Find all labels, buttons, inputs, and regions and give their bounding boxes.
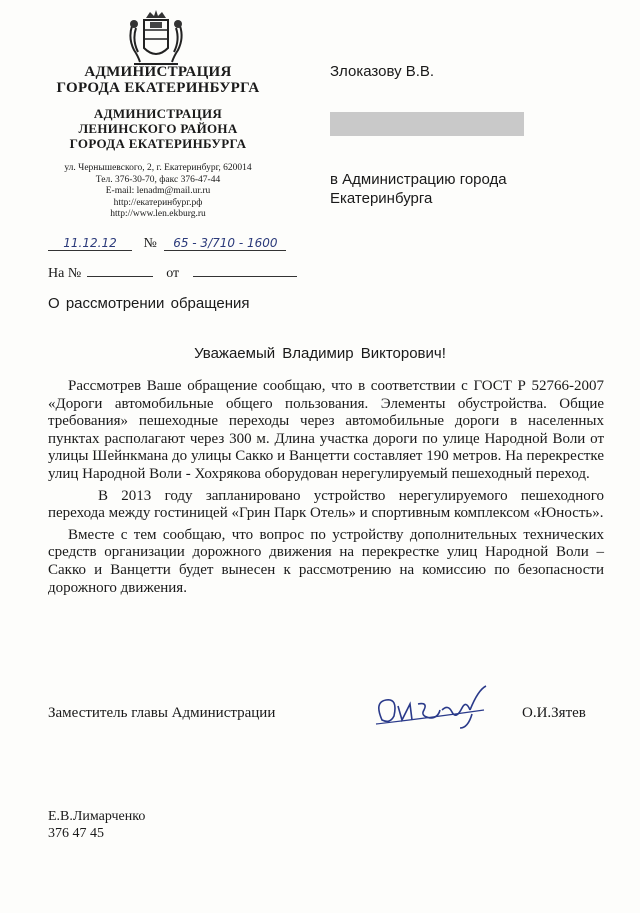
reference-date-blank: [193, 262, 297, 277]
body-paragraph-1: Рассмотрев Ваше обращение сообщаю, что в соответствии с ГОСТ Р 52766-2007 «Дороги автомобильные общего пользования. Элементы обустройства. Общие требования» пешеходные переходы через автомобильные дороги в населенных пунктах располагают через 300 м. Длина участка дороги по улице Народной Воли от улицы Шейнкмана до улицы Сакко и Ванцетти составляет 190 метров. На перекрестке улиц Народной Воли - Хохрякова оборудован нерегулируемый пешеходный переход.: [48, 378, 604, 482]
sender-department: [48, 106, 268, 151]
sender-site-1: http://екатеринбург.рф: [113, 197, 203, 208]
reference-date-label: от: [166, 266, 180, 281]
registration-date: 11.12.12: [48, 236, 132, 251]
sender-address: ул. Чернышевского, 2, г. Екатеринбург, 620014: [64, 163, 252, 173]
sender-org-line2: ГОРОДА ЕКАТЕРИНБУРГА: [56, 80, 260, 96]
registration-line-reference: [48, 262, 297, 282]
sender-phone: Тел. 376-30-70, факс 376-47-44: [95, 174, 221, 185]
letter-salutation: Уважаемый Владимир Викторович!: [194, 345, 446, 362]
sender-site-2: http://www.len.ekburg.ru: [110, 209, 206, 219]
recipient-org-line2: Екатеринбурга: [330, 190, 433, 207]
reference-number-blank: [87, 262, 153, 277]
executor-info: [48, 808, 145, 842]
sender-dept-line2: ЛЕНИНСКОГО РАЙОНА: [78, 121, 238, 136]
registration-line-outgoing: [48, 236, 286, 252]
sender-email: E-mail: lenadm@mail.ur.ru: [105, 186, 211, 196]
registration-number-label: №: [143, 236, 157, 251]
registration-number: 65 - 3/710 - 1600: [164, 236, 286, 251]
recipient-org-line1: в Администрацию города: [330, 171, 507, 188]
sender-contacts: [48, 163, 268, 221]
sender-dept-line1: АДМИНИСТРАЦИЯ: [93, 106, 223, 121]
letter-subject: О рассмотрении обращения: [48, 295, 250, 312]
signatory-name: О.И.Зятев: [522, 705, 586, 721]
reference-number-label: На №: [48, 266, 82, 281]
recipient-organization: [330, 170, 507, 208]
executor-phone: 376 47 45: [48, 826, 104, 841]
body-paragraph-2: В 2013 году запланировано устройство нерегулируемого пешеходного перехода между гостиницей «Грин Парк Отель» и спортивным комплексом «Юность».: [48, 487, 604, 522]
sender-dept-line3: ГОРОДА ЕКАТЕРИНБУРГА: [69, 136, 247, 151]
executor-name: Е.В.Лимарченко: [48, 809, 146, 824]
redacted-block: [330, 112, 524, 136]
signatory-title: Заместитель главы Администрации: [48, 705, 276, 721]
recipient-name: Злоказову В.В.: [330, 63, 435, 80]
body-paragraph-3: Вместе с тем сообщаю, что вопрос по устройству дополнительных технических средств организации дорожного движения на перекрестке улиц Народной Воли – Сакко и Ванцетти будет вынесен к рассмотрению на комиссию по безопасности дорожного движения.: [48, 526, 604, 596]
sender-organization: [48, 64, 268, 96]
sender-org-line1: АДМИНИСТРАЦИЯ: [84, 64, 232, 80]
letter-body: [48, 378, 604, 597]
handwritten-signature: [368, 680, 492, 730]
coat-of-arms-icon: [124, 8, 188, 70]
